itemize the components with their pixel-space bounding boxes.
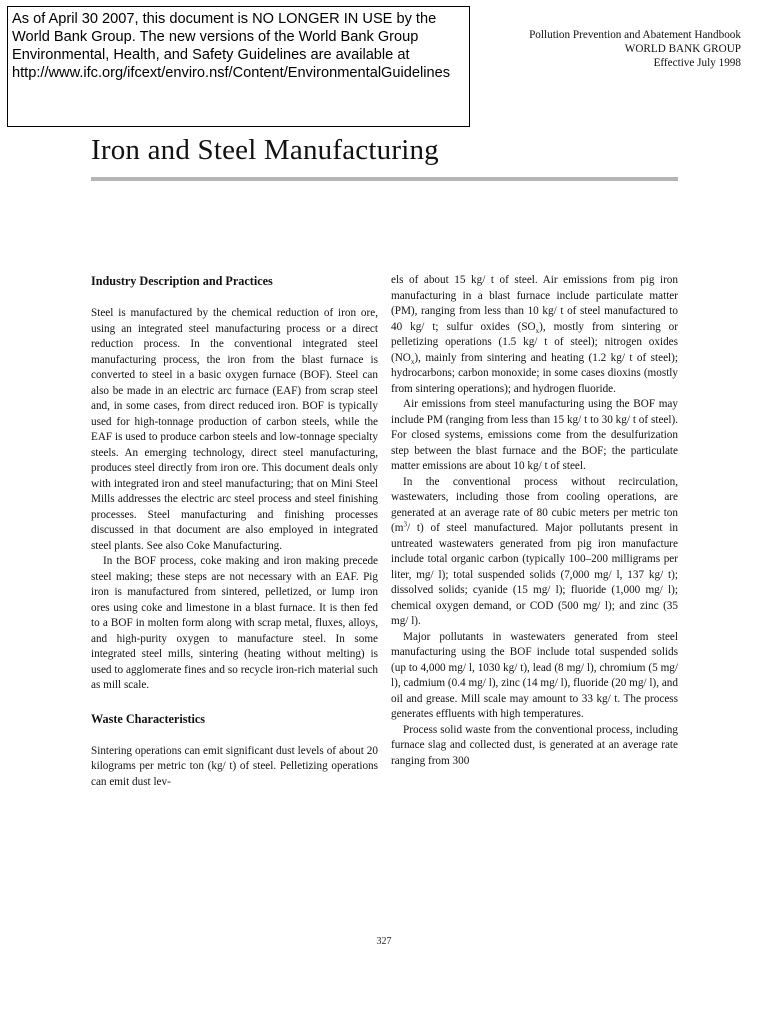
waste-paragraph-1: Sintering operations can emit significant dust levels of about 20 kilograms per metric ton (kg/ t) of steel. Pelletizing operations can emit dust lev- bbox=[91, 744, 378, 788]
notice-url: http://www.ifc.org/ifcext/enviro.nsf/Content/EnvironmentalGuidelines bbox=[12, 65, 451, 81]
bof-emissions-paragraph: Air emissions from steel manufacturing using the BOF may include PM (ranging from less than 15 kg/ t to 30 kg/ t of steel). For closed systems, emissions come from the desulfurization step between the blast furnace and the BOF; the particulate matter emissions are about 10 kg/ t of steel. bbox=[391, 398, 678, 472]
left-column bbox=[91, 273, 378, 790]
right-column bbox=[391, 273, 678, 769]
title-rule bbox=[91, 177, 678, 181]
organization: WORLD BANK GROUP bbox=[624, 43, 741, 55]
handbook-title: Pollution Prevention and Abatement Handbook bbox=[529, 29, 741, 41]
solid-waste-paragraph: Process solid waste from the conventional process, including furnace slag and collected dust, is generated at an average rate ranging from 300 bbox=[391, 723, 678, 767]
page-number: 327 bbox=[376, 936, 392, 947]
notice-line-3: Environmental, Health, and Safety Guidelines are available at bbox=[12, 47, 410, 63]
industry-heading: Industry Description and Practices bbox=[91, 274, 273, 288]
document-title: Iron and Steel Manufacturing bbox=[91, 134, 439, 166]
running-head bbox=[529, 28, 741, 70]
notice-line-2: World Bank Group. The new versions of the World Bank Group bbox=[12, 29, 419, 45]
waste-heading: Waste Characteristics bbox=[91, 711, 206, 726]
deprecation-notice bbox=[7, 6, 470, 127]
wastewater-paragraph: In the conventional process without recirculation, wastewaters, including those from cooling operations, are generated at an average rate of 80 cubic meters per metric ton ($m^3/$ t) of steel manufactured. Major pollutants present in untreated wastewaters generated from pig iron manufacture include total organic carbon (typically 100–200 milligrams per liter, mg/ l); total suspended solids (7,000 mg/ l, 137 kg/ t); dissolved solids; cyanide (15 mg/ l); fluoride (1,000 mg/ l); chemical oxygen demand, or COD (500 mg/ l); and zinc (35 mg/ l). bbox=[391, 475, 678, 627]
air-emissions-paragraph: els of about 15 kg/ t of steel. Air emissions from pig iron manufacturing in a blast furnace include particulate matter (PM), ranging from less than 10 kg/ t of steel manufactured to 40 kg/ t; sulfur oxides $(SO_x)$, mostly from sintering or pelletizing operations (1.5 kg/ t of steel); nitrogen oxides $(NO_x)$, mainly from sintering and heating (1.2 kg/ t of steel); hydrocarbons; carbon monoxide; in some cases dioxins (mostly from sintering operations); and hydrogen fluoride. bbox=[391, 274, 678, 395]
bof-wastewater-paragraph: Major pollutants in wastewaters generated from steel manufacturing using the BOF include total suspended solids (up to 4,000 mg/ l, 1030 kg/ t), lead (8 mg/ l), chromium (5 mg/ l), cadmium (0.4 mg/ l), zinc (14 mg/ l), fluoride (20 mg/ l), and oil and grease. Mill scale may amount to 33 kg/ t. The process generates effluents with high temperatures. bbox=[391, 630, 678, 720]
notice-line-1: As of April 30 2007, this document is NO LONGER IN USE by the bbox=[12, 11, 437, 27]
effective-date: Effective July 1998 bbox=[653, 57, 741, 69]
industry-paragraph-2: In the BOF process, coke making and iron making precede steel making; these steps are not necessary with an EAF. Pig iron is manufactured from sintered, pelletized, or lump iron ores using coke and limestone in a blast furnace. It is then fed to a BOF in molten form along with scrap metal, fluxes, alloys, and high-purity oxygen to manufacture steel. In some integrated steel mills, sintering (heating without melting) is used to agglomerate fines and so recycle iron-rich material such as mill scale. bbox=[91, 555, 378, 691]
industry-paragraph-1: Steel is manufactured by the chemical reduction of iron ore, using an integrated steel manufacturing process or a direct reduction process. In the conventional integrated steel manufacturing process, the iron from the blast furnace is converted to steel in a basic oxygen furnace (BOF). Steel can also be made in an electric arc furnace (EAF) from scrap steel and, in some cases, from direct reduced iron. BOF is typically used for high-tonnage production of carbon steels, while the EAF is used to produce carbon steels and low-tonnage specialty steels. An emerging technology, direct steel manufacturing, produces steel directly from iron ore. This document deals only with integrated iron and steel manufacturing; that on Mini Steel Mills addresses the electric arc steel process and steel finishing processes. Steel manufacturing and finishing processes discussed in that document are also employed in integrated steel plants. See also Coke Manufacturing. bbox=[91, 307, 378, 552]
